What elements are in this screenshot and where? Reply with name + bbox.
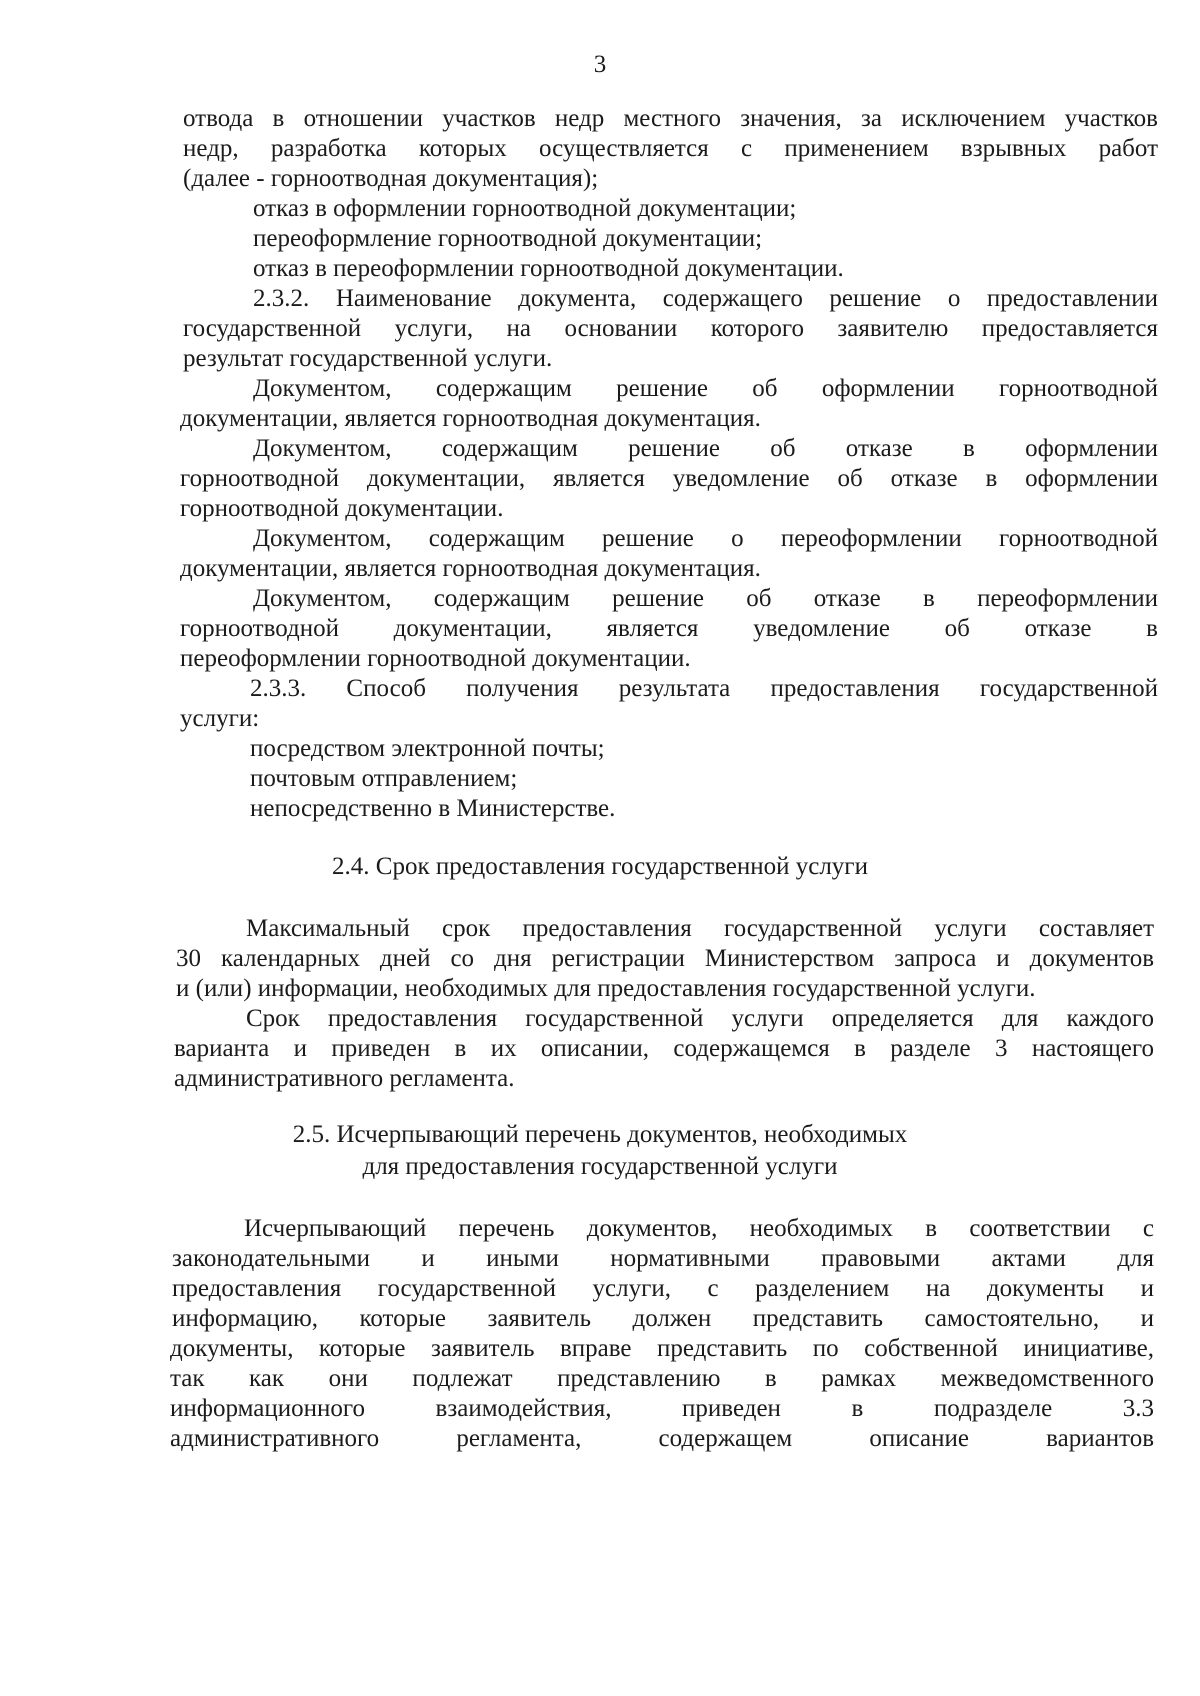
text-line: административного регламента. [174, 1065, 515, 1092]
text-line: Документом, содержащим решение об оформлении горноотводной [253, 375, 1158, 402]
text-line: и (или) информации, необходимых для предоставления государственной услуги. [176, 975, 1036, 1002]
section-heading: для предоставления государственной услуги [362, 1153, 838, 1180]
list-item: непосредственно в Министерстве. [250, 795, 616, 822]
text-line: Срок предоставления государственной услуги определяется для каждого [246, 1005, 1154, 1032]
text-line: предоставления государственной услуги, с разделением на документы и [172, 1275, 1154, 1302]
page-number: 3 [593, 51, 607, 78]
text-line: 2.3.3. Способ получения результата предоставления государственной [250, 675, 1158, 702]
text-line: горноотводной документации. [180, 495, 504, 522]
text-line: 30 календарных дней со дня регистрации Министерством запроса и документов [176, 945, 1154, 972]
text-line: Максимальный срок предоставления государственной услуги составляет [246, 915, 1154, 942]
text-line: 2.3.2. Наименование документа, содержащего решение о предоставлении [253, 285, 1158, 312]
list-item: отказ в оформлении горноотводной документации; [253, 195, 797, 222]
list-item: переоформление горноотводной документации; [253, 225, 763, 252]
list-item: почтовым отправлением; [250, 765, 518, 792]
text-line: горноотводной документации, является уведомление об отказе в оформлении [180, 465, 1158, 492]
text-line: документации, является горноотводная документация. [180, 405, 761, 432]
list-item: посредством электронной почты; [250, 735, 605, 762]
text-line: документации, является горноотводная документация. [180, 555, 761, 582]
text-line: законодательными и иными нормативными правовыми актами для [172, 1245, 1154, 1272]
text-line: информацию, которые заявитель должен представить самостоятельно, и [172, 1305, 1154, 1332]
text-line: недр, разработка которых осуществляется с применением взрывных работ [183, 135, 1158, 162]
list-item: отказ в переоформлении горноотводной документации. [253, 255, 844, 282]
text-line: (далее - горноотводная документация); [183, 165, 599, 192]
text-line: горноотводной документации, является уведомление об отказе в [180, 615, 1158, 642]
text-line: административного регламента, содержащем описание вариантов [170, 1425, 1154, 1452]
text-line: варианта и приведен в их описании, содержащемся в разделе 3 настоящего [174, 1035, 1154, 1062]
text-line: Документом, содержащим решение о переоформлении горноотводной [253, 525, 1158, 552]
text-line: переоформлении горноотводной документации. [180, 645, 691, 672]
text-line: информационного взаимодействия, приведен в подразделе 3.3 [170, 1395, 1154, 1422]
section-heading: 2.5. Исчерпывающий перечень документов, необходимых [292, 1121, 908, 1148]
text-line: так как они подлежат представлению в рамках межведомственного [170, 1365, 1154, 1392]
text-line: результат государственной услуги. [183, 345, 553, 372]
section-heading: 2.4. Срок предоставления государственной услуги [332, 853, 868, 880]
text-line: Документом, содержащим решение об отказе в переоформлении [253, 585, 1158, 612]
text-line: Документом, содержащим решение об отказе в оформлении [253, 435, 1158, 462]
text-line: отвода в отношении участков недр местного значения, за исключением участков [183, 105, 1158, 132]
text-line: документы, которые заявитель вправе представить по собственной инициативе, [170, 1335, 1154, 1362]
text-line: Исчерпывающий перечень документов, необходимых в соответствии с [244, 1215, 1154, 1242]
text-line: услуги: [180, 705, 260, 732]
text-line: государственной услуги, на основании которого заявителю предоставляется [183, 315, 1158, 342]
